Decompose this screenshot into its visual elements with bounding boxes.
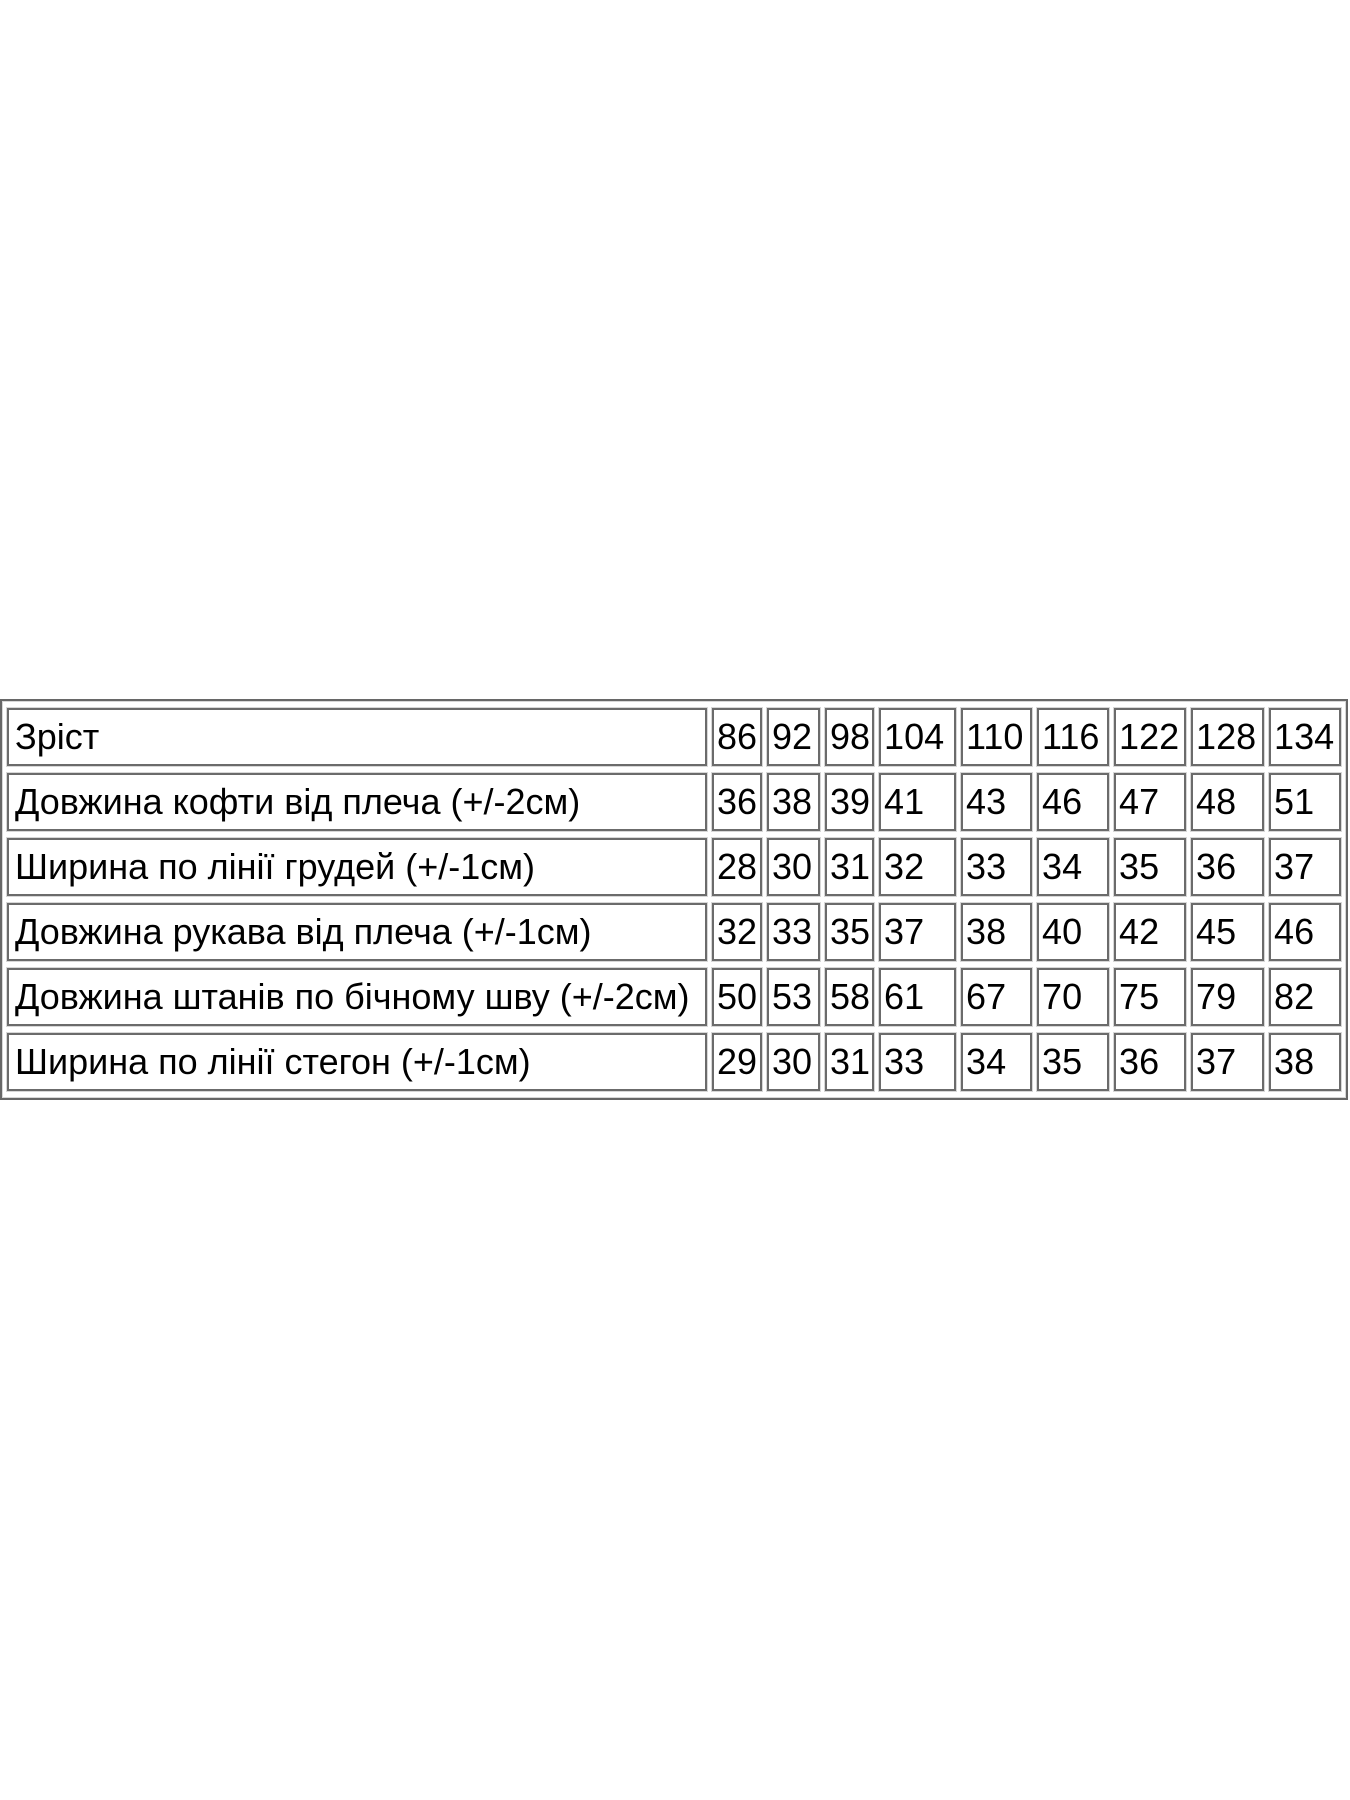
header-value-cell: 86 — [712, 708, 762, 766]
value-cell: 58 — [825, 968, 874, 1026]
row-label-cell: Довжина рукава від плеча (+/-1см) — [7, 903, 707, 961]
value-cell: 31 — [825, 1033, 874, 1091]
row-label-cell: Довжина кофти від плеча (+/-2см) — [7, 773, 707, 831]
table-row — [7, 903, 1341, 961]
row-label-cell: Ширина по лінії грудей (+/-1см) — [7, 838, 707, 896]
table-row — [7, 773, 1341, 831]
value-cell: 42 — [1114, 903, 1186, 961]
value-cell: 36 — [1114, 1033, 1186, 1091]
value-cell: 34 — [961, 1033, 1032, 1091]
header-value-cell: 134 — [1269, 708, 1341, 766]
value-cell: 38 — [767, 773, 820, 831]
header-label-cell: Зріст — [7, 708, 707, 766]
header-value-cell: 128 — [1191, 708, 1264, 766]
value-cell: 37 — [1191, 1033, 1264, 1091]
value-cell: 30 — [767, 838, 820, 896]
value-cell: 36 — [712, 773, 762, 831]
value-cell: 33 — [767, 903, 820, 961]
value-cell: 37 — [879, 903, 956, 961]
value-cell: 51 — [1269, 773, 1341, 831]
value-cell: 75 — [1114, 968, 1186, 1026]
value-cell: 79 — [1191, 968, 1264, 1026]
row-label-cell: Довжина штанів по бічному шву (+/-2см) — [7, 968, 707, 1026]
value-cell: 30 — [767, 1033, 820, 1091]
value-cell: 46 — [1037, 773, 1109, 831]
table-row — [7, 1033, 1341, 1091]
value-cell: 43 — [961, 773, 1032, 831]
value-cell: 29 — [712, 1033, 762, 1091]
header-value-cell: 116 — [1037, 708, 1109, 766]
value-cell: 40 — [1037, 903, 1109, 961]
value-cell: 32 — [712, 903, 762, 961]
value-cell: 48 — [1191, 773, 1264, 831]
table-row — [7, 838, 1341, 896]
value-cell: 35 — [825, 903, 874, 961]
value-cell: 36 — [1191, 838, 1264, 896]
value-cell: 53 — [767, 968, 820, 1026]
header-value-cell: 98 — [825, 708, 874, 766]
value-cell: 28 — [712, 838, 762, 896]
value-cell: 31 — [825, 838, 874, 896]
value-cell: 47 — [1114, 773, 1186, 831]
value-cell: 70 — [1037, 968, 1109, 1026]
value-cell: 38 — [961, 903, 1032, 961]
header-value-cell: 104 — [879, 708, 956, 766]
value-cell: 41 — [879, 773, 956, 831]
value-cell: 35 — [1114, 838, 1186, 896]
value-cell: 39 — [825, 773, 874, 831]
value-cell: 45 — [1191, 903, 1264, 961]
value-cell: 46 — [1269, 903, 1341, 961]
value-cell: 32 — [879, 838, 956, 896]
table-row — [7, 968, 1341, 1026]
header-value-cell: 122 — [1114, 708, 1186, 766]
value-cell: 33 — [879, 1033, 956, 1091]
value-cell: 34 — [1037, 838, 1109, 896]
value-cell: 33 — [961, 838, 1032, 896]
value-cell: 82 — [1269, 968, 1341, 1026]
value-cell: 50 — [712, 968, 762, 1026]
value-cell: 38 — [1269, 1033, 1341, 1091]
value-cell: 37 — [1269, 838, 1341, 896]
row-label-cell: Ширина по лінії стегон (+/-1см) — [7, 1033, 707, 1091]
header-value-cell: 110 — [961, 708, 1032, 766]
header-row — [7, 708, 1341, 766]
header-value-cell: 92 — [767, 708, 820, 766]
value-cell: 67 — [961, 968, 1032, 1026]
value-cell: 35 — [1037, 1033, 1109, 1091]
value-cell: 61 — [879, 968, 956, 1026]
size-chart-table — [0, 699, 1348, 1100]
